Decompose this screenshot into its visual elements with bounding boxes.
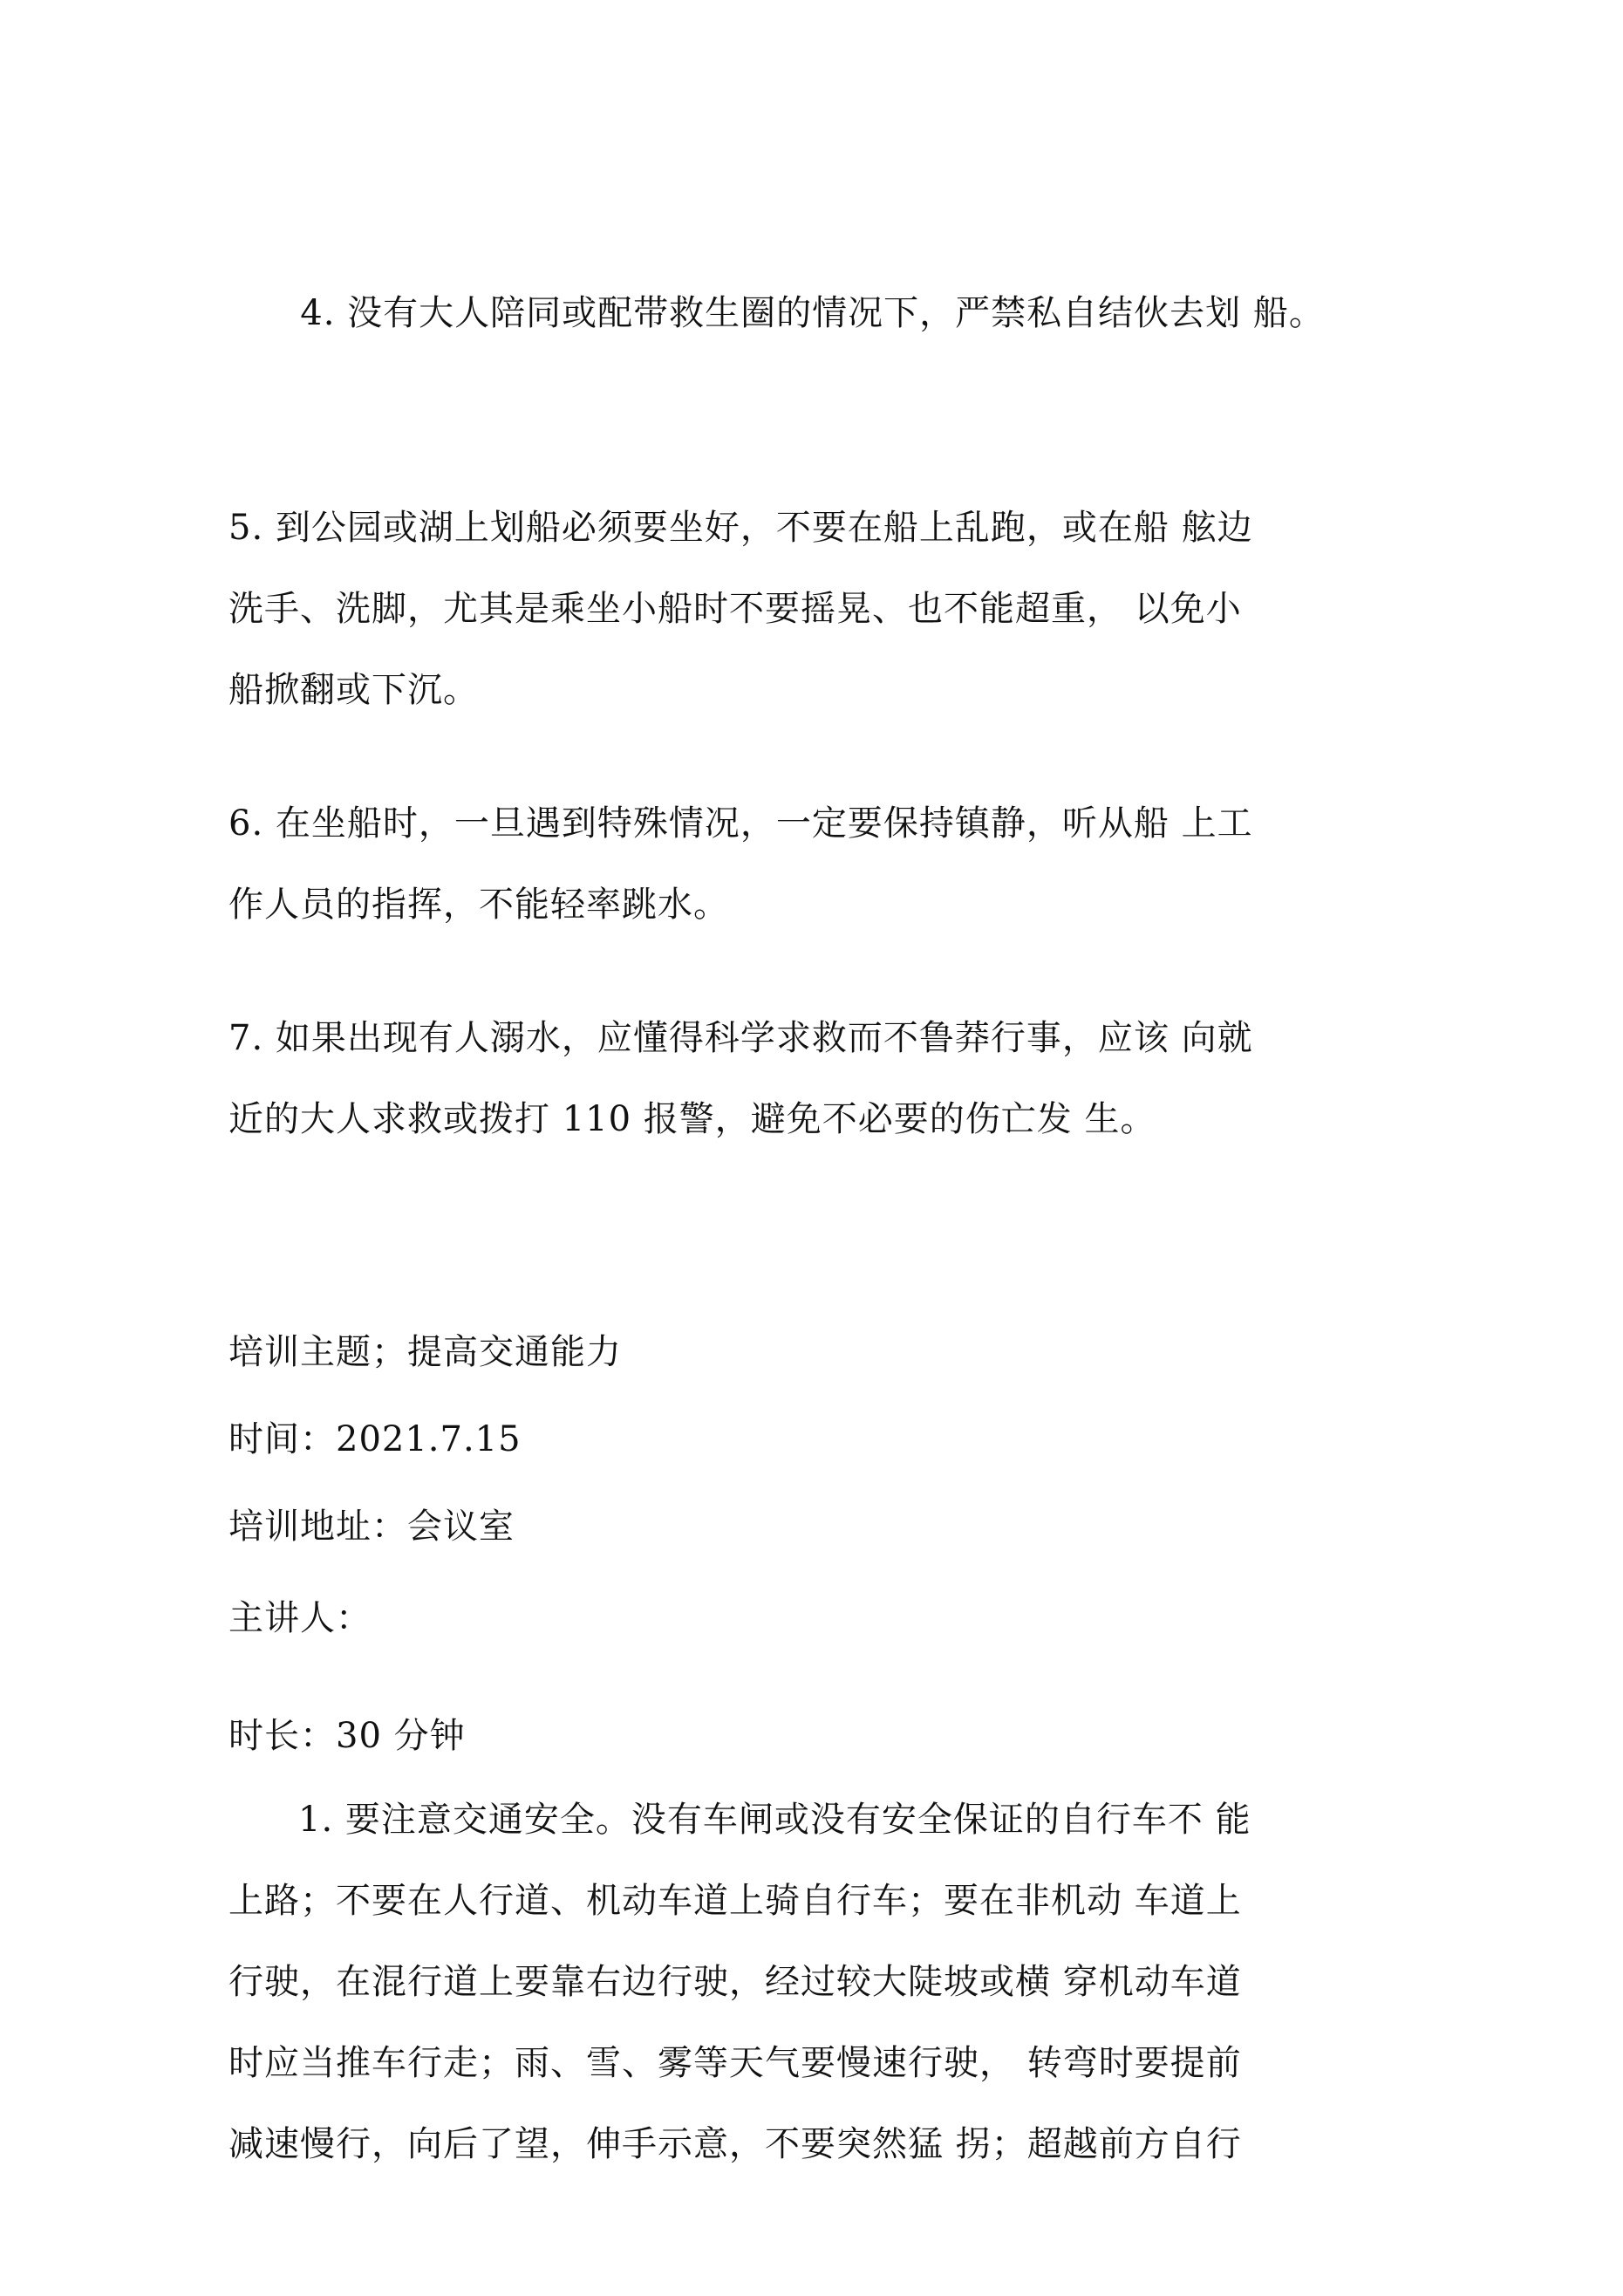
spacer — [228, 731, 1415, 783]
safety-item-5 — [228, 488, 1415, 731]
safety-item-5-line-3: 船掀翻或下沉。 — [228, 670, 479, 710]
body-line-4: 时应当推车行走；雨、雪、雾等天气要慢速行驶， 转弯时要提前 — [228, 2043, 1242, 2083]
spacer — [228, 435, 1415, 488]
spacer — [228, 1160, 1415, 1309]
body-paragraph — [228, 1780, 1415, 2185]
body-line-1: 1. 要注意交通安全。没有车闸或没有安全保证的自行车不 能 — [298, 1800, 1251, 1840]
safety-item-4-line-1: 4. 没有大人陪同或配带救生圈的情况下，严禁私自结伙去划 船。 — [300, 293, 1325, 333]
safety-item-5-line-2: 洗手、洗脚，尤其是乘坐小船时不要摇晃、也不能超重， 以免小 — [228, 589, 1242, 629]
training-speaker: 主讲人： — [228, 1598, 372, 1638]
body-line-5: 减速慢行，向后了望，伸手示意，不要突然猛 拐；超越前方自行 — [228, 2124, 1242, 2164]
safety-item-7-line-2: 近的大人求救或拨打 110 报警，避免不必要的伤亡发 生。 — [228, 1099, 1156, 1139]
spacer — [228, 946, 1415, 998]
safety-item-6-line-1: 6. 在坐船时，一旦遇到特殊情况，一定要保持镇静，听从船 上工 — [228, 803, 1253, 844]
spacer — [228, 1666, 1415, 1692]
safety-item-7 — [228, 998, 1415, 1160]
safety-item-6 — [228, 783, 1415, 946]
safety-item-6-line-2: 作人员的指挥，不能轻率跳水。 — [228, 885, 729, 925]
safety-item-5-line-1: 5. 到公园或湖上划船必须要坐好，不要在船上乱跑，或在船 舷边 — [228, 508, 1253, 548]
training-topic: 培训主题；提高交通能力 — [228, 1332, 622, 1372]
safety-item-7-line-1: 7. 如果出现有人溺水，应懂得科学求救而不鲁莽行事，应该 向就 — [228, 1018, 1253, 1058]
training-time: 时间：2021.7.15 — [228, 1419, 522, 1459]
training-location: 培训地址：会议室 — [228, 1507, 515, 1547]
safety-item-4 — [228, 192, 1415, 435]
training-duration: 时长：30 分钟 — [228, 1716, 466, 1756]
body-line-3: 行驶，在混行道上要靠右边行驶，经过较大陡坡或横 穿机动车道 — [228, 1962, 1242, 2002]
document-content — [228, 192, 1415, 2185]
body-line-2: 上路；不要在人行道、机动车道上骑自行车；要在非机动 车道上 — [228, 1881, 1242, 1921]
